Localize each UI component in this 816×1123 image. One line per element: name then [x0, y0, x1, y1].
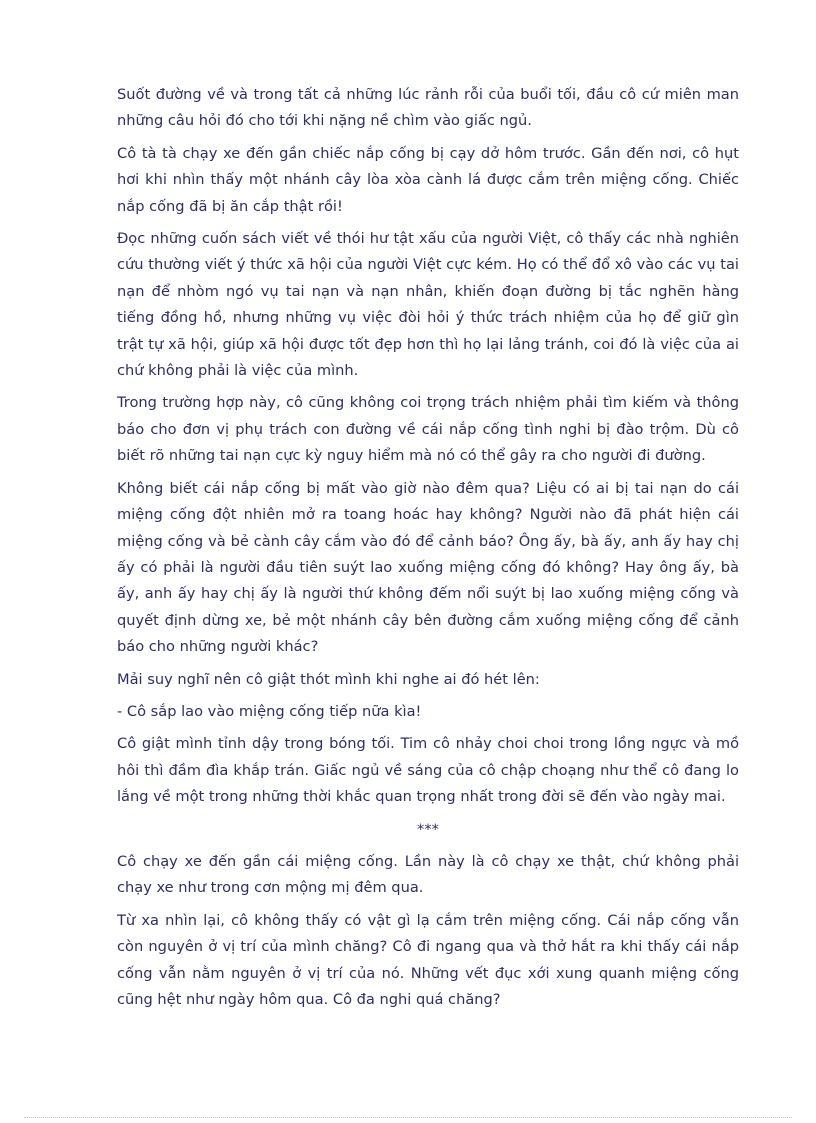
- paragraph: Cô giật mình tỉnh dậy trong bóng tối. Tim cô nhảy choi choi trong lồng ngực và mồ hôi thì đầm đìa khắp trán. Giấc ngủ về sáng của cô chập choạng như thể cô đang lo lắng về một trong những thời khắc quan trọng nhất trong đời sẽ đến vào ngày mai.: [117, 735, 739, 806]
- paragraph: Suốt đường về và trong tất cả những lúc rảnh rỗi của buổi tối, đầu cô cứ miên man những câu hỏi đó cho tới khi nặng nề chìm vào giấc ngủ.: [117, 86, 739, 130]
- dialogue-line: - Cô sắp lao vào miệng cống tiếp nữa kìa!: [117, 702, 422, 720]
- paragraph: Từ xa nhìn lại, cô không thấy có vật gì lạ cắm trên miệng cống. Cái nắp cống vẫn còn nguyên ở vị trí của mình chăng? Cô đi ngang qua và thở hắt ra khi thấy cái nắp cống vẫn nằm nguyên ở vị trí của nó. Những vết đục xới xung quanh miệng cống cũng hệt như ngày hôm qua. Cô đa nghi quá chăng?: [117, 911, 739, 1008]
- paragraph: Trong trường hợp này, cô cũng không coi trọng trách nhiệm phải tìm kiếm và thông báo cho đơn vị phụ trách con đường về cái nắp cống tình nghi bị đào trộm. Dù cô biết rõ những tai nạn cực kỳ nguy hiểm mà nó có thể gây ra cho người đi đường.: [117, 394, 739, 465]
- paragraph: Đọc những cuốn sách viết về thói hư tật xấu của người Việt, cô thấy các nhà nghiên cứu thường viết ý thức xã hội của người Việt cực kém. Họ có thể đổ xô vào các vụ tai nạn để nhòm ngó vụ tai nạn và nạn nhân, khiến đoạn đường bị tắc nghẽn hàng tiếng đồng hồ, nhưng những vụ việc đòi hỏi ý thức trách nhiệm của họ để giữ gìn trật tự xã hội, giúp xã hội được tốt đẹp hơn thì họ lại lảng tránh, coi đó là việc của ai chứ không phải là việc của mình.: [117, 230, 739, 380]
- paragraph: Không biết cái nắp cống bị mất vào giờ nào đêm qua? Liệu có ai bị tai nạn do cái miệng cống đột nhiên mở ra toang hoác hay không? Người nào đã phát hiện cái miệng cống và bẻ cành cây cắm vào đó để cảnh báo? Ông ấy, bà ấy, anh ấy hay chị ấy có phải là người đầu tiên suýt lao xuống miệng cống đó không? Hay ông ấy, bà ấy, anh ấy hay chị ấy là người thứ không đếm nổi suýt bị lao xuống miệng cống và quyết định dừng xe, bẻ một nhánh cây bên đường cắm xuống miệng cống để cảnh báo cho những người khác?: [117, 479, 739, 656]
- page-bottom-rule: [24, 1117, 792, 1118]
- paragraph: Cô chạy xe đến gần cái miệng cống. Lần này là cô chạy xe thật, chứ không phải chạy xe như trong cơn mộng mị đêm qua.: [117, 852, 739, 897]
- paragraph: Cô tà tà chạy xe đến gần chiếc nắp cống bị cạy dở hôm trước. Gần đến nơi, cô hụt hơi khi nhìn thấy một nhánh cây lòa xòa cành lá được cắm trên miệng cống. Chiếc nắp cống đã bị ăn cắp thật rồi!: [117, 144, 739, 215]
- paragraph: Mải suy nghĩ nên cô giật thót mình khi nghe ai đó hét lên:: [117, 670, 540, 688]
- document-body: [117, 82, 739, 1019]
- section-separator: ***: [417, 820, 439, 838]
